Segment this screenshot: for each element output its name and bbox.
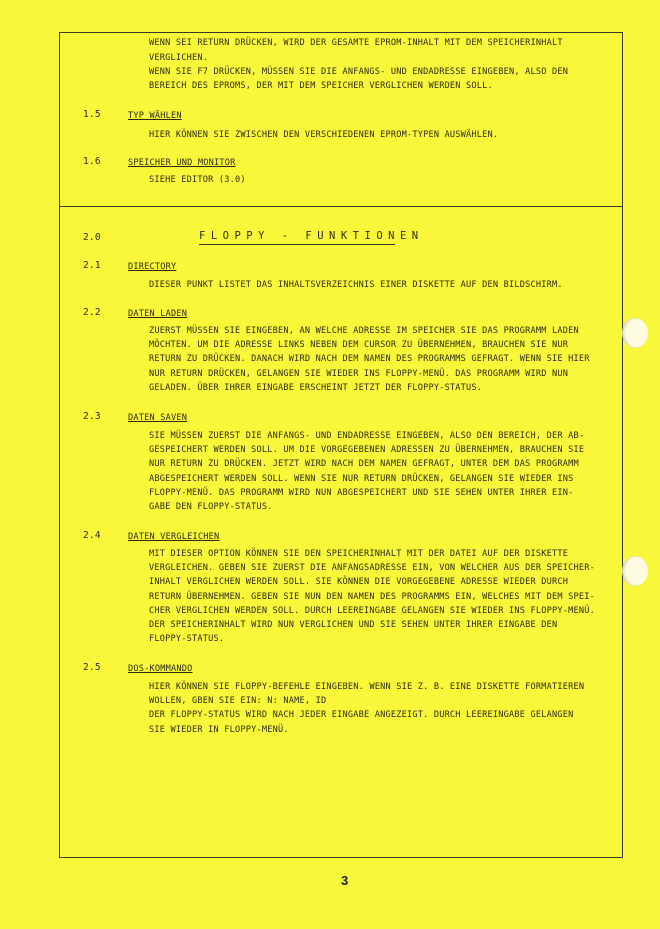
body-line: ZUERST MÜSSEN SIE EINGEBEN, AN WELCHE ADRESSE IM SPEICHER SIE DAS PROGRAMM LADEN [149,326,579,336]
punch-hole [622,556,648,586]
body-line: RETURN ÜBERNEHMEN. GEBEN SIE NUN DEN NAMEN DES PROGRAMMS EIN, WELCHES MIT DEM SPEI- [149,592,596,602]
body-line: WENN SIE F7 DRÜCKEN, MÜSSEN SIE DIE ANFANGS- UND ENDADRESSE EINGEBEN, ALSO DEN [149,67,569,77]
body-line: NUR RETURN ZU DRÜCKEN. JETZT WIRD NACH DEM NAMEN GEFRAGT, UNTER DEM DAS PROGRAMM [149,459,579,469]
body-line: NUR RETURN DRÜCKEN, GELANGEN SIE WIEDER INS FLOPPY-MENÜ. DAS PROGRAMM WIRD NUN [149,369,569,379]
punch-hole [622,318,648,348]
body-line: SIE WIEDER IN FLOPPY-MENÜ. [149,725,289,735]
body-line: GABE DEN FLOPPY-STATUS. [149,502,273,512]
body-line: WENN SEI RETURN DRÜCKEN, WIRD DER GESAMTE EPROM-INHALT MIT DEM SPEICHERINHALT [149,38,563,48]
title-underline [199,244,395,245]
body-line: HIER KÖNNEN SIE ZWISCHEN DEN VERSCHIEDENEN EPROM-TYPEN AUSWÄHLEN. [149,130,499,140]
section-heading: TYP WÄHLEN [128,111,182,121]
body-line: ABGESPEICHERT WERDEN SOLL. WENN SIE NUR RETURN DRÜCKEN, GELANGEN SIE WIEDER INS [149,474,574,484]
section-number: 2.5 [83,662,101,673]
section-heading: SPEICHER UND MONITOR [128,158,236,168]
body-line: DER FLOPPY-STATUS WIRD NACH JEDER EINGABE ANGEZEIGT. DURCH LEEREINGABE GELANGEN [149,710,574,720]
body-line: SIE MÜSSEN ZUERST DIE ANFANGS- UND ENDADRESSE EINGEBEN, ALSO DEN BEREICH, DER AB- [149,431,585,441]
section-number: 2.1 [83,260,101,271]
body-line: RETURN ZU DRÜCKEN. DANACH WIRD NACH DEM NAMEN DES PROGRAMMS GEFRAGT. WENN SIE HIER [149,354,590,364]
section-number: 1.6 [83,156,101,167]
body-line: FLOPPY-STATUS. [149,634,225,644]
section-heading: DATEN VERGLEICHEN [128,532,220,542]
section-number: 2.2 [83,307,101,318]
section-number: 2.3 [83,411,101,422]
section-number: 2.4 [83,530,101,541]
page-number: 3 [341,873,349,888]
body-line: MÖCHTEN. UM DIE ADRESSE LINKS NEBEN DEM CURSOR ZU ÜBERNEHMEN, BRAUCHEN SIE NUR [149,340,569,350]
body-line: BEREICH DES EPROMS, DER MIT DEM SPEICHER VERGLICHEN WERDEN SOLL. [149,81,493,91]
section-heading: DIRECTORY [128,262,177,272]
body-line: INHALT VERGLICHEN WERDEN SOLL. SIE KÖNNEN DIE VORGEGEBENE ADRESSE WIEDER DURCH [149,577,569,587]
body-line: VERGLEICHEN. GEBEN SIE ZUERST DIE ANFANGSADRESSE EIN, VON WELCHER AUS DER SPEICHER- [149,563,596,573]
body-line: DER SPEICHERINHALT WIRD NUN VERGLICHEN UND SIE SEHEN UNTER IHRER EINGABE DEN [149,620,558,630]
body-line: MIT DIESER OPTION KÖNNEN SIE DEN SPEICHERINHALT MIT DER DATEI AUF DER DISKETTE [149,549,569,559]
section-heading: DOS-KOMMANDO [128,664,193,674]
section-number: 1.5 [83,109,101,120]
body-line: DIESER PUNKT LISTET DAS INHALTSVERZEICHNIS EINER DISKETTE AUF DEN BILDSCHIRM. [149,280,563,290]
body-line: SIEHE EDITOR (3.0) [149,175,246,185]
section-divider [59,206,623,207]
body-line: CHER VERGLICHEN WERDEN SOLL. DURCH LEEREINGABE GELANGEN SIE WIEDER INS FLOPPY-MENÜ. [149,606,596,616]
section-number: 2.0 [83,232,101,243]
body-line: HIER KÖNNEN SIE FLOPPY-BEFEHLE EINGEBEN. WENN SIE Z. B. EINE DISKETTE FORMATIEREN [149,682,585,692]
chapter-title: FLOPPY - FUNKTIONEN [199,230,424,242]
body-line: GELADEN. ÜBER IHRER EINGABE ERSCHEINT JETZT DER FLOPPY-STATUS. [149,383,483,393]
section-heading: DATEN SAVEN [128,413,188,423]
body-line: VERGLICHEN. [149,53,209,63]
body-line: FLOPPY-MENÜ. DAS PROGRAMM WIRD NUN ABGESPEICHERT UND SIE SEHEN UNTER IHRER EIN- [149,488,574,498]
body-line: GESPEICHERT WERDEN SOLL. UM DIE VORGEGEBENEN ADRESSEN ZU ÜBERNEHMEN, BRAUCHEN SIE [149,445,585,455]
section-heading: DATEN LADEN [128,309,188,319]
body-line: WOLLEN, GBEN SIE EIN: N: NAME, ID [149,696,327,706]
